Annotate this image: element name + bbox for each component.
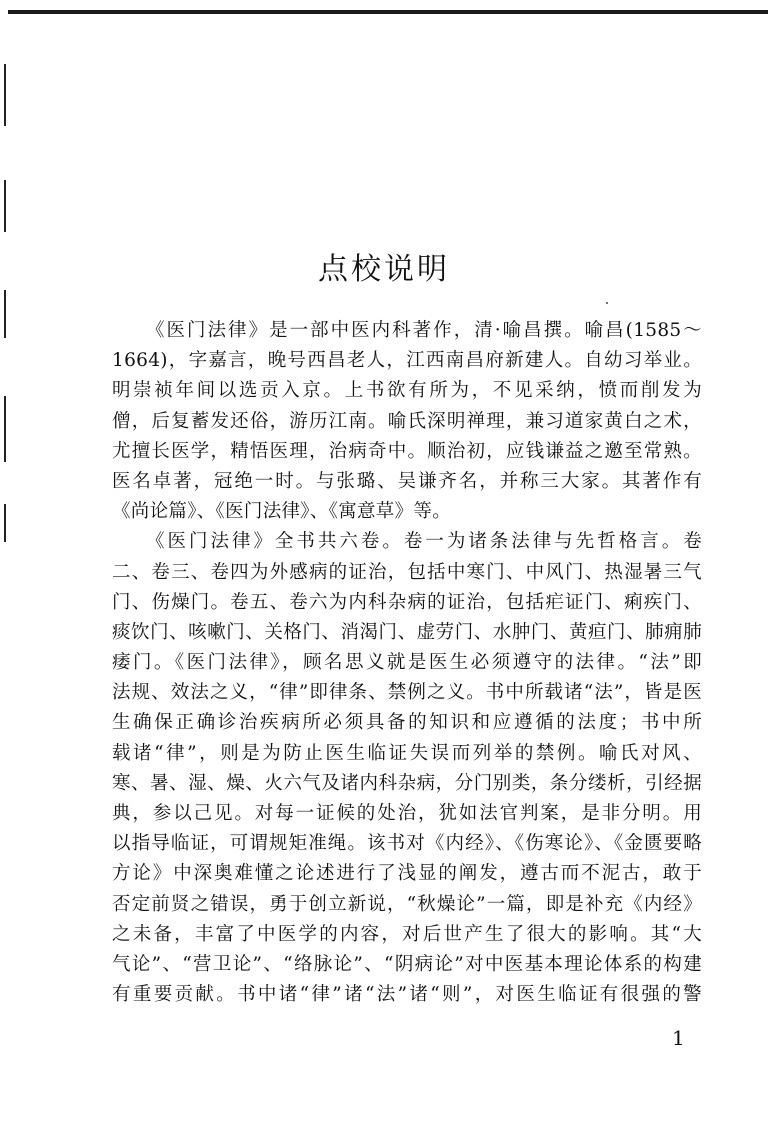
text-line: 载诸“律”，则是为防止医生临证失误而列举的禁例。喻氏对风、 [112, 742, 702, 764]
text-line: 医名卓著，冠绝一时。与张璐、吴谦齐名，并称三大家。其著作有 [112, 470, 702, 492]
text-line: 以指导临证，可谓规矩准绳。该书对《内经》、《伤寒论》、《金匮要略 [112, 833, 702, 855]
margin-mark [4, 290, 6, 338]
page-number: 1 [672, 1026, 685, 1050]
body-text [112, 316, 702, 1010]
text-line: 方论》中深奥难懂之论述进行了浅显的阐发，遵古而不泥古，敢于 [112, 863, 702, 885]
text-line: 法规、效法之义，“律”即律条、禁例之义。书中所载诸“法”，皆是医 [112, 682, 702, 704]
text-line: 否定前贤之错误，勇于创立新说，“秋燥论”一篇，即是补充《内经》 [112, 893, 702, 915]
text-line: 明崇祯年间以选贡入京。上书欲有所为，不见采纳，愤而削发为 [112, 380, 702, 402]
text-line: 尤擅长医学，精悟医理，治病奇中。顺治初，应钱谦益之邀至常熟。 [112, 440, 702, 462]
text-line: 生确保正确诊治疾病所必须具备的知识和应遵循的法度；书中所 [112, 712, 702, 734]
text-line: 门、伤燥门。卷五、卷六为内科杂病的证治，包括疟证门、痢疾门、 [112, 591, 702, 613]
text-line: 痰饮门、咳嗽门、关格门、消渴门、虚劳门、水肿门、黄疸门、肺痈肺 [112, 621, 702, 643]
page-title: 点校说明 [318, 252, 450, 287]
text-line: 《医门法律》全书共六卷。卷一为诸条法律与先哲格言。卷 [146, 531, 702, 553]
text-line: 《医门法律》是一部中医内科著作，清·喻昌撰。喻昌(1585～ [146, 320, 702, 341]
scan-speck [606, 302, 608, 304]
margin-mark [4, 504, 6, 542]
text-line: 之未备，丰富了中医学的内容，对后世产生了很大的影响。其“大 [112, 923, 702, 945]
margin-mark [4, 64, 6, 126]
text-line: 寒、暑、湿、燥、火六气及诸内科杂病，分门别类，条分缕析，引经据 [112, 772, 702, 794]
text-line: 典，参以己见。对每一证候的处治，犹如法官判案，是非分明。用 [112, 803, 702, 824]
text-line: 痿门。《医门法律》，顾名思义就是医生必须遵守的法律。“法”即 [112, 652, 702, 674]
text-line: 《尚论篇》、《医门法律》、《寓意草》等。 [112, 501, 452, 523]
text-line: 僧，后复蓄发还俗，游历江南。喻氏深明禅理，兼习道家黄白之术， [112, 410, 702, 432]
text-line: 二、卷三、卷四为外感病的证治，包括中寒门、中风门、热湿暑三气 [112, 561, 702, 583]
text-line: 1664)，字嘉言，晚号西昌老人，江西南昌府新建人。自幼习举业。 [112, 350, 702, 372]
margin-mark [4, 180, 6, 232]
margin-mark [4, 396, 6, 462]
header-rule [8, 10, 768, 14]
text-line: 气论”、“营卫论”、“络脉论”、“阴病论”对中医基本理论体系的构建 [112, 953, 702, 975]
text-line: 有重要贡献。书中诸“律”诸“法”诸“则”，对医生临证有很强的警 [112, 984, 702, 1006]
